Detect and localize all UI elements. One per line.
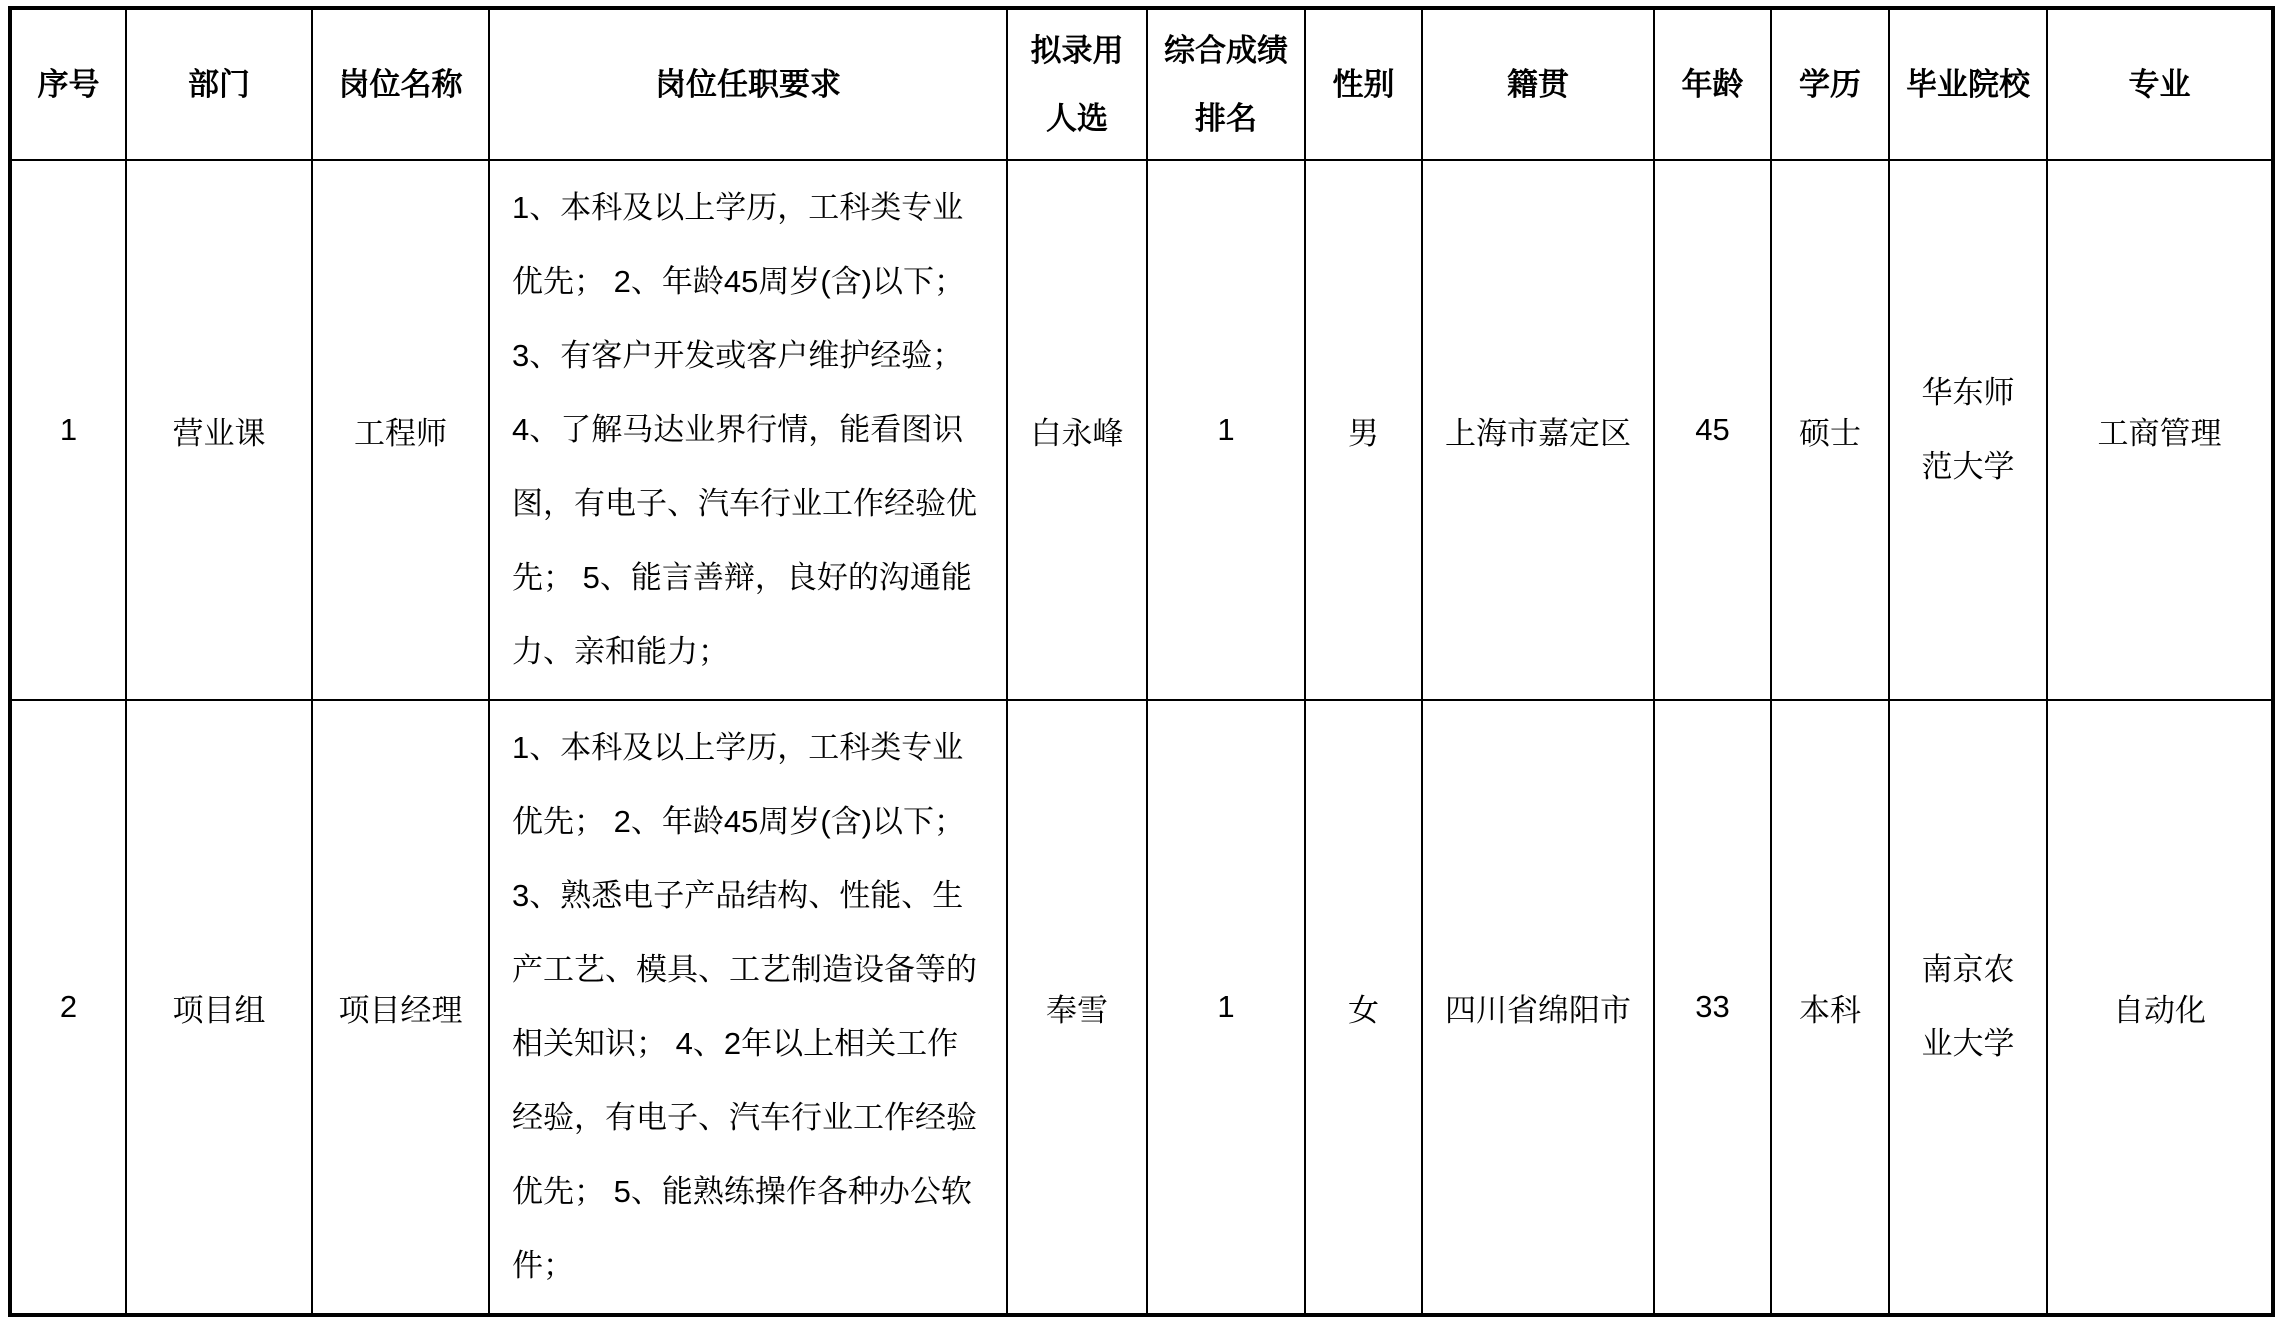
cell-education: 硕士 <box>1771 160 1889 700</box>
cell-university: 南京农业大学 <box>1889 700 2047 1315</box>
cell-position: 项目经理 <box>312 700 489 1315</box>
header-education <box>1771 8 1889 160</box>
header-native-place <box>1422 8 1654 160</box>
recruitment-table <box>8 6 2275 1317</box>
cell-native-place: 四川省绵阳市 <box>1422 700 1654 1315</box>
header-native-place-label: 籍贯 <box>1507 66 1569 102</box>
cell-department: 项目组 <box>126 700 312 1315</box>
cell-index: 1 <box>10 160 126 700</box>
header-position-label: 岗位名称 <box>338 66 463 102</box>
cell-index: 2 <box>10 700 126 1315</box>
cell-candidate: 白永峰 <box>1007 160 1147 700</box>
cell-score-rank: 1 <box>1147 160 1305 700</box>
cell-candidate: 奉雪 <box>1007 700 1147 1315</box>
header-requirements-label: 岗位任职要求 <box>655 66 841 102</box>
header-score-rank-label-line2: 排名 <box>1195 100 1257 136</box>
header-age-label: 年龄 <box>1681 66 1744 102</box>
cell-age: 33 <box>1654 700 1771 1315</box>
header-major <box>2047 8 2273 160</box>
cell-requirements: 1、本科及以上学历，工科类专业优先； 2、年龄45周岁(含)以下； 3、熟悉电子产品结构、性能、生产工艺、模具、工艺制造设备等的相关知识； 4、2年以上相关工作经验，有电子、汽车行业工作经验优先； 5、能熟练操作各种办公软件； <box>489 700 1007 1315</box>
header-candidate <box>1007 8 1147 160</box>
cell-major: 工商管理 <box>2047 160 2273 700</box>
header-row <box>10 8 2273 160</box>
table-row <box>10 700 2273 1315</box>
header-department <box>126 8 312 160</box>
header-gender <box>1305 8 1422 160</box>
cell-university: 华东师范大学 <box>1889 160 2047 700</box>
header-index <box>10 8 126 160</box>
header-index-label: 序号 <box>37 66 100 102</box>
header-score-rank-label-line1: 综合成绩 <box>1164 32 1288 68</box>
cell-education: 本科 <box>1771 700 1889 1315</box>
cell-department: 营业课 <box>126 160 312 700</box>
cell-position: 工程师 <box>312 160 489 700</box>
cell-requirements: 1、本科及以上学历，工科类专业优先； 2、年龄45周岁(含)以下； 3、有客户开发或客户维护经验； 4、了解马达业界行情，能看图识图，有电子、汽车行业工作经验优先； 5、能言善辩，良好的沟通能力、亲和能力； <box>489 160 1007 700</box>
header-major-label: 专业 <box>2128 66 2191 102</box>
header-education-label: 学历 <box>1799 66 1861 102</box>
cell-native-place: 上海市嘉定区 <box>1422 160 1654 700</box>
cell-gender: 男 <box>1305 160 1422 700</box>
header-age <box>1654 8 1771 160</box>
header-candidate-label-line2: 人选 <box>1046 100 1108 136</box>
header-position <box>312 8 489 160</box>
table-row <box>10 160 2273 700</box>
cell-age: 45 <box>1654 160 1771 700</box>
header-gender-label: 性别 <box>1332 66 1395 102</box>
header-score-rank <box>1147 8 1305 160</box>
header-department-label: 部门 <box>188 66 250 102</box>
header-candidate-label-line1: 拟录用 <box>1030 32 1124 68</box>
cell-major: 自动化 <box>2047 700 2273 1315</box>
header-requirements <box>489 8 1007 160</box>
cell-score-rank: 1 <box>1147 700 1305 1315</box>
cell-gender: 女 <box>1305 700 1422 1315</box>
header-university-label: 毕业院校 <box>1906 66 2030 102</box>
header-university <box>1889 8 2047 160</box>
